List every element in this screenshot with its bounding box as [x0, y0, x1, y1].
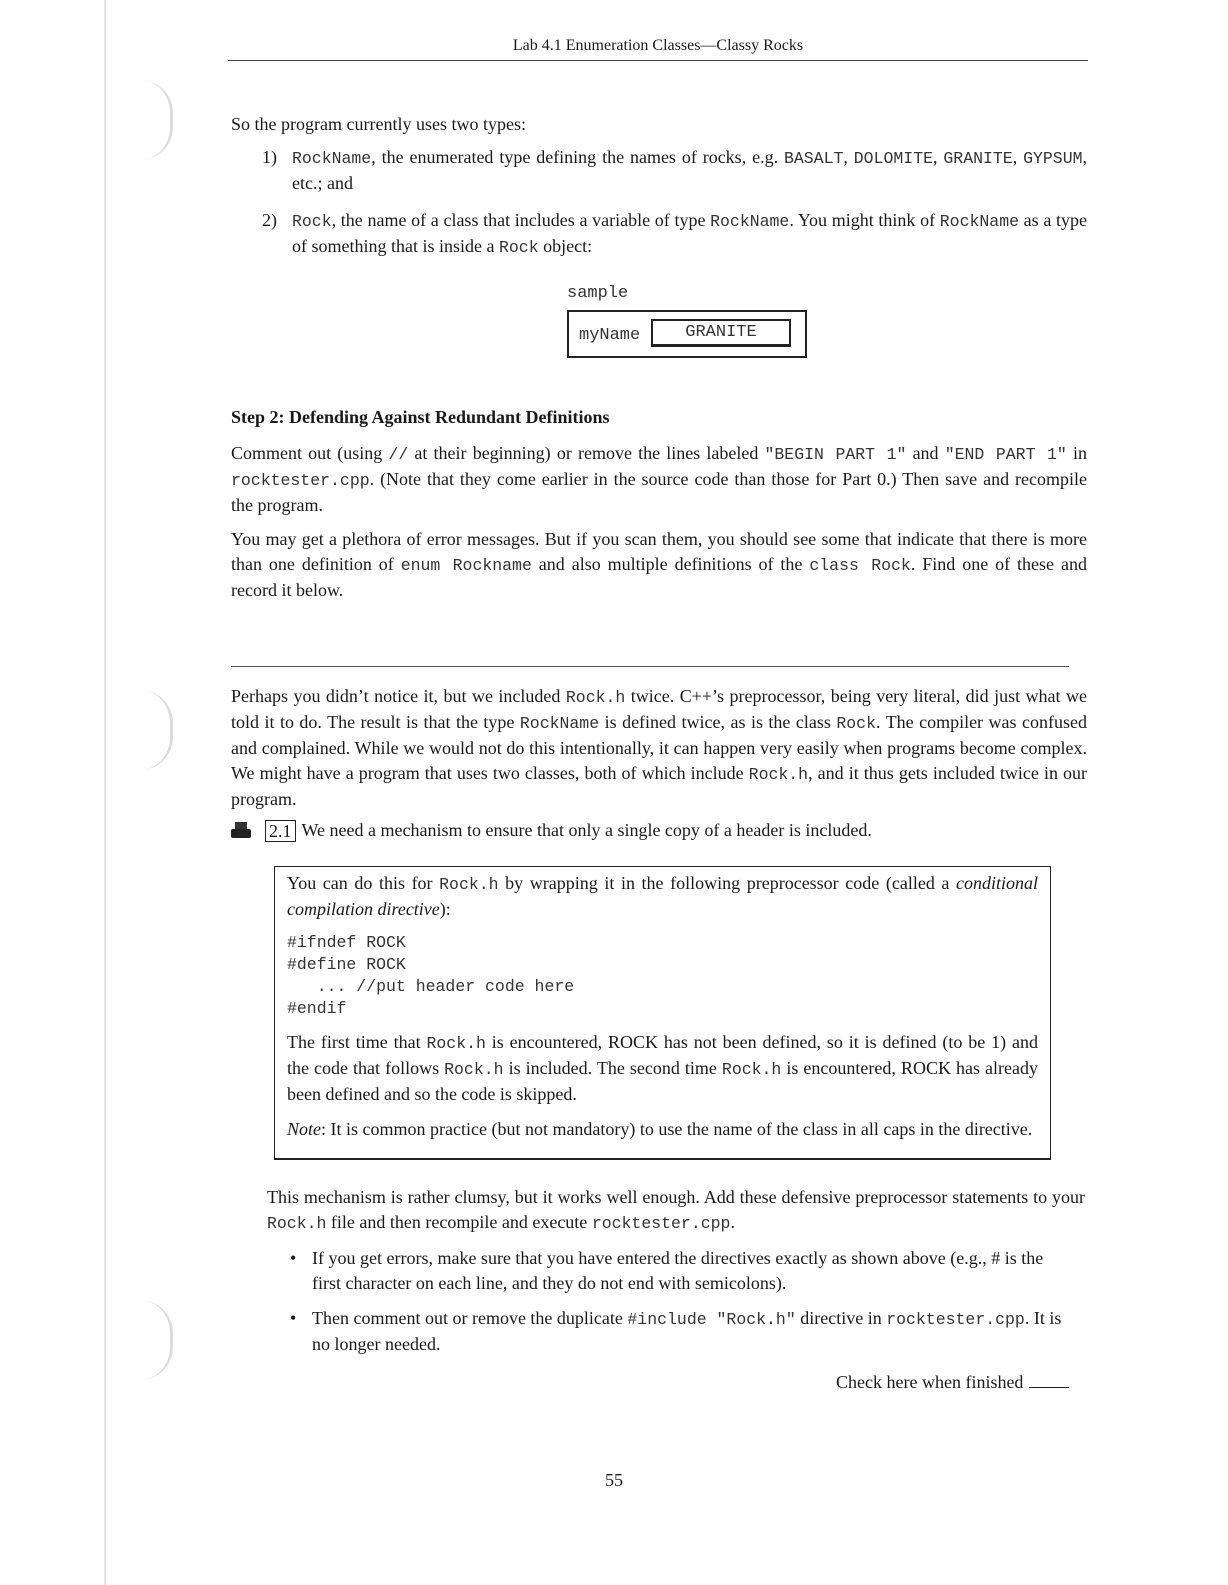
- binding-edge: [104, 0, 106, 1585]
- tips-list: [290, 1246, 1070, 1367]
- instruction-paragraph: This mechanism is rather clumsy, but it works well enough. Add these defensive preprocessor statements to your Rock.h file and then recompile and execute rocktester.cpp.: [267, 1187, 1085, 1233]
- field-name: myName: [579, 326, 641, 345]
- question-text: We need a mechanism to ensure that only a single copy of a header is included.: [301, 820, 872, 840]
- answer-line[interactable]: [231, 666, 1069, 667]
- object-box: [567, 310, 807, 358]
- callout-box: [274, 866, 1051, 1160]
- types-list: [262, 145, 1087, 272]
- page-number: 55: [605, 1470, 623, 1490]
- check-line: [836, 1370, 1069, 1395]
- running-header: Lab 4.1 Enumeration Classes—Classy Rocks: [512, 37, 804, 54]
- question-line: [231, 818, 872, 843]
- types-list-item: 2) Rock, the name of a class that includes a variable of type RockName. You might think of RockName as a type of something that is inside a Rock object:: [262, 210, 1088, 257]
- binder-hole-3: [140, 1300, 173, 1380]
- check-blank[interactable]: [1029, 1387, 1069, 1388]
- intro-paragraph: So the program currently uses two types:: [231, 114, 526, 134]
- list-item: • If you get errors, make sure that you have entered the directives exactly as shown above (e.g., # is the first character on each line, and they do not end with semicolons).: [290, 1248, 1044, 1293]
- types-list-item: 1) RockName, the enumerated type defining the names of rocks, e.g. BASALT, DOLOMITE, GRANITE, GYPSUM, etc.; and: [262, 147, 1088, 193]
- callout-paragraph: The first time that Rock.h is encountered, ROCK has not been defined, so it is defined (to be 1) and the code that follows Rock.h is included. The second time Rock.h is encountered, ROCK has already been defined and so the code is skipped.: [287, 1032, 1038, 1104]
- field-value: GRANITE: [651, 319, 791, 347]
- step-heading: Step 2: Defending Against Redundant Definitions: [231, 407, 610, 427]
- callout-paragraph: You can do this for Rock.h by wrapping it in the following preprocessor code (called a conditional compilation directive):: [287, 873, 1038, 919]
- list-item: • Then comment out or remove the duplicate #include "Rock.h" directive in rocktester.cpp. It is no longer needed.: [290, 1308, 1062, 1354]
- binder-hole-1: [140, 80, 173, 160]
- check-label: Check here when finished: [836, 1372, 1024, 1392]
- object-diagram: [567, 281, 807, 358]
- callout-note: Note: It is common practice (but not mandatory) to use the name of the class in all caps in the directive.: [287, 1119, 1033, 1139]
- step-paragraph: You may get a plethora of error messages. But if you scan them, you should see some that indicate that there is more than one definition of enum Rockname and also multiple definitions of the class Rock. Find one of these and record it below.: [231, 529, 1087, 600]
- binder-hole-2: [140, 690, 173, 770]
- printer-icon: [231, 822, 251, 840]
- explanation-paragraph: Perhaps you didn’t notice it, but we included Rock.h twice. C++’s preprocessor, being very literal, did just what we told it to do. The result is that the type RockName is defined twice, as is the class Rock. The compiler was confused and complained. While we would not do this intentionally, it can happen very easily when programs become complex. We might have a program that uses two classes, both of which include Rock.h, and it thus gets included twice in our program.: [231, 686, 1087, 809]
- step-paragraph: Comment out (using // at their beginning) or remove the lines labeled "BEGIN PART 1" and "END PART 1" in rocktester.cpp. (Note that they come earlier in the source code than those for Part 0.) Then save and recompile the program.: [231, 443, 1087, 515]
- code-snippet: #ifndef ROCK #define ROCK ... //put header code here #endif: [287, 933, 575, 1018]
- object-label: sample: [567, 284, 629, 303]
- header-rule: [228, 60, 1088, 61]
- question-number: 2.1: [265, 820, 296, 842]
